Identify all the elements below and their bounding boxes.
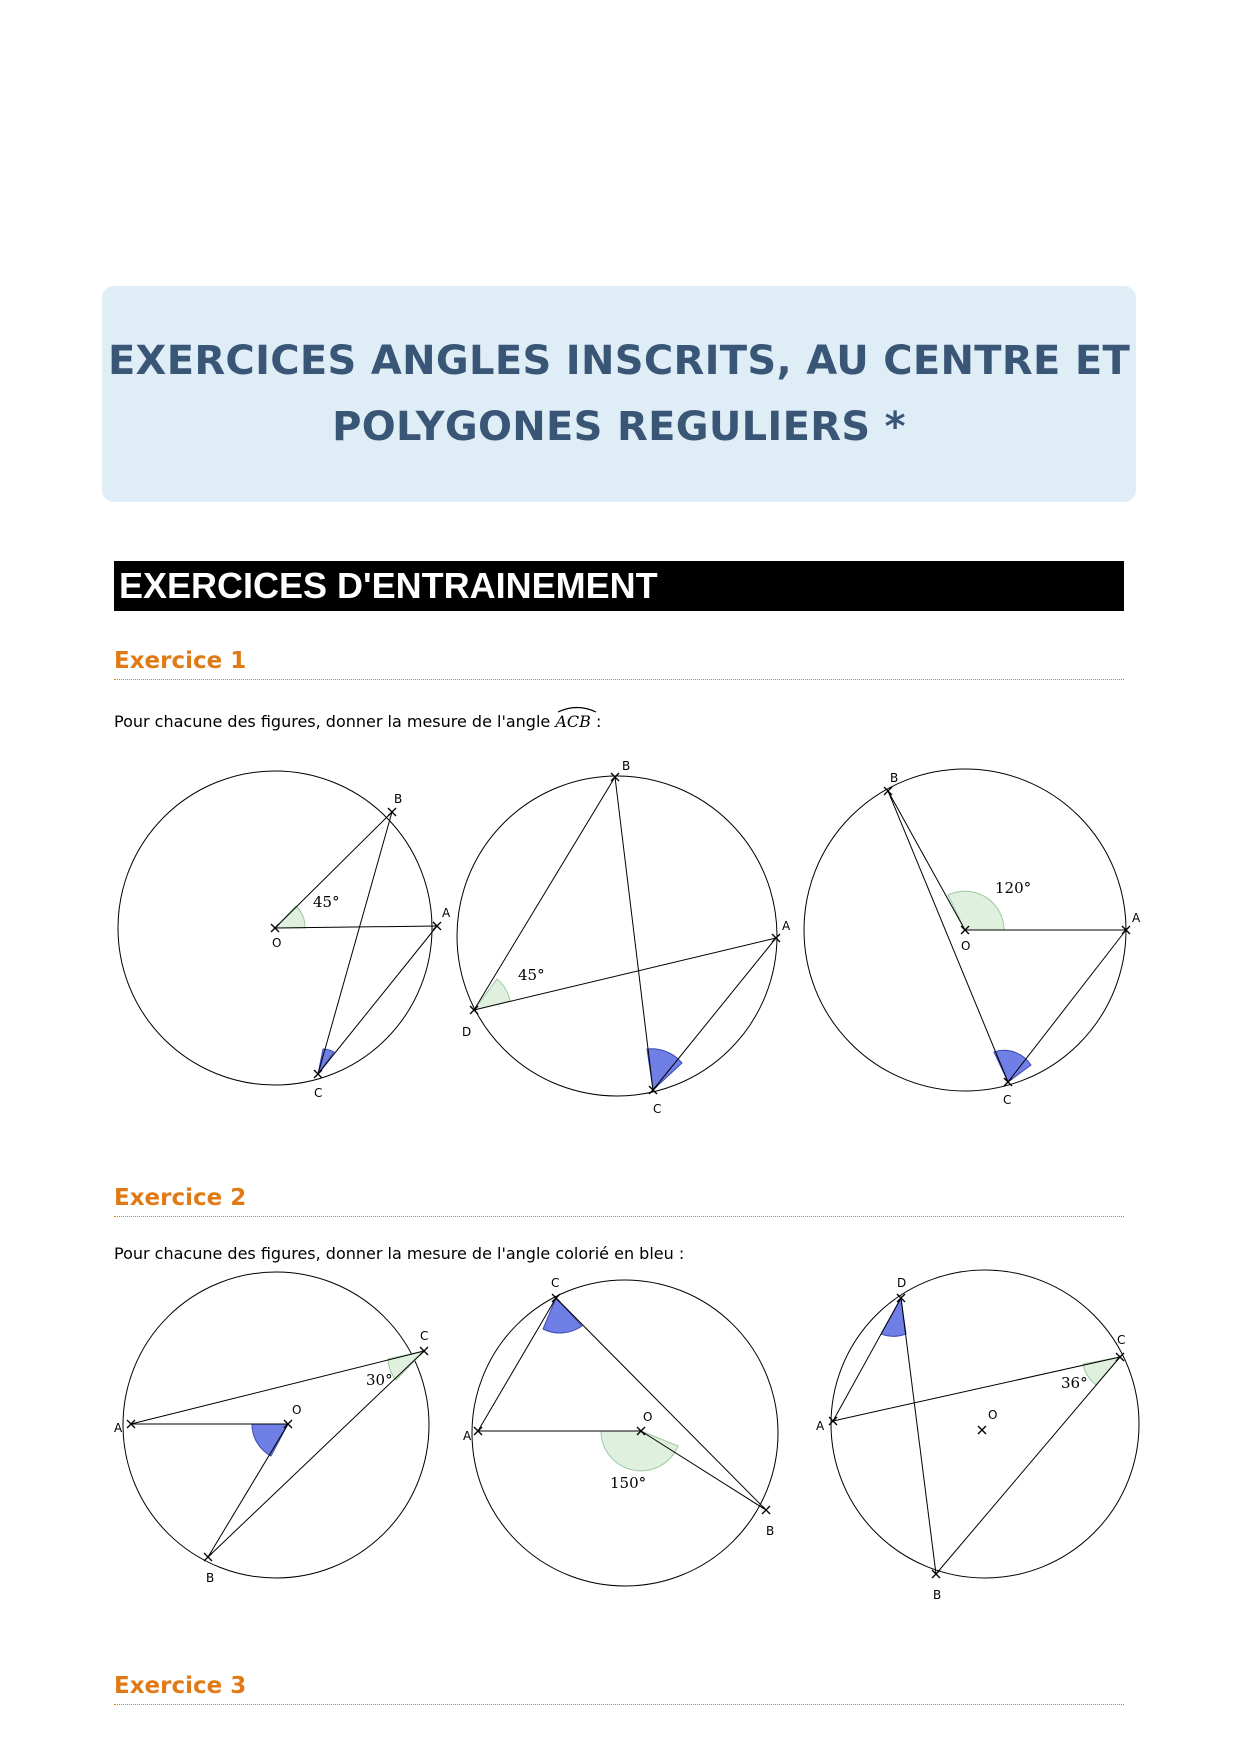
ex2-fig3-label-a: A [816, 1419, 825, 1433]
page-title-line-2: POLYGONES REGULIERS * [332, 404, 906, 450]
ex2-fig3-angle-label: 36° [1061, 1374, 1088, 1392]
ex1-fig1-label-a: A [442, 906, 451, 920]
angle-acb-text: ACB [555, 712, 591, 731]
page-title-line-1: EXERCICES ANGLES INSCRITS, AU CENTRE ET [107, 338, 1131, 384]
exercise-2-instruction: Pour chacune des figures, donner la mesure de l'angle colorié en bleu : [114, 1244, 685, 1263]
ex1-fig3-label-b: B [890, 771, 899, 785]
ex2-fig1-label-c: C [420, 1329, 429, 1343]
ex1-fig1-label-o: O [272, 936, 282, 950]
ex1-fig2-label-a: A [782, 919, 791, 933]
ex1-fig2-label-c: C [653, 1102, 662, 1116]
ex2-fig2-label-b: B [766, 1524, 775, 1538]
ex2-fig3-label-b: B [933, 1588, 942, 1602]
ex1-figure-1 [118, 771, 441, 1085]
ex2-fig2-label-a: A [463, 1429, 472, 1443]
ex1-figure-3 [804, 769, 1130, 1091]
ex2-fig1-label-a: A [114, 1421, 123, 1435]
ex1-fig3-angle-acb [994, 1050, 1031, 1082]
ex1-fig1-label-b: B [394, 792, 403, 806]
exercise-1-title: Exercice 1 [114, 646, 1124, 680]
section-header: EXERCICES D'ENTRAINEMENT [114, 561, 1124, 611]
ex1-fig3-label-a: A [1132, 911, 1141, 925]
ex2-fig2-angle-aob [601, 1431, 678, 1471]
ex2-fig1-angle-label: 30° [366, 1371, 393, 1389]
ex2-fig2-label-o: O [643, 1410, 653, 1424]
exercise-1-instruction-text: Pour chacune des figures, donner la mesure de l'angle [114, 712, 551, 731]
ex1-fig1-angle-label: 45° [313, 893, 340, 911]
ex2-fig2-angle-acb [543, 1298, 582, 1333]
ex2-fig3-circle [831, 1270, 1139, 1578]
ex2-fig3-angle-adb [881, 1298, 906, 1336]
ex2-figure-1 [123, 1272, 429, 1578]
exercise-3-title: Exercice 3 [114, 1671, 1124, 1705]
exercise-1-instruction-suffix: : [590, 712, 602, 731]
ex2-fig1-angle-aob [252, 1424, 288, 1456]
ex1-fig2-label-b: B [622, 759, 631, 773]
ex2-fig3-label-o: O [988, 1408, 998, 1422]
ex2-fig2-label-c: C [551, 1276, 560, 1290]
ex1-figure-2 [457, 773, 780, 1096]
ex2-fig3-label-c: C [1117, 1333, 1126, 1347]
exercise-2-title: Exercice 2 [114, 1183, 1124, 1217]
ex1-fig2-angle-label: 45° [518, 966, 545, 984]
ex1-fig3-label-c: C [1003, 1093, 1012, 1107]
ex2-fig1-label-o: O [292, 1403, 302, 1417]
ex1-fig3-label-o: O [961, 939, 971, 953]
ex1-fig3-angle-label: 120° [995, 879, 1032, 897]
ex1-fig2-circle [457, 776, 777, 1096]
ex2-figure-2 [472, 1280, 778, 1586]
ex2-fig1-label-b: B [206, 1571, 215, 1585]
ex1-fig1-label-c: C [314, 1086, 323, 1100]
ex1-fig2-label-d: D [462, 1025, 472, 1039]
ex2-fig2-angle-label: 150° [610, 1474, 647, 1492]
ex2-fig3-label-d: D [897, 1276, 907, 1290]
ex2-figure-3 [829, 1270, 1139, 1578]
ex1-fig1-angle-center [275, 906, 305, 928]
